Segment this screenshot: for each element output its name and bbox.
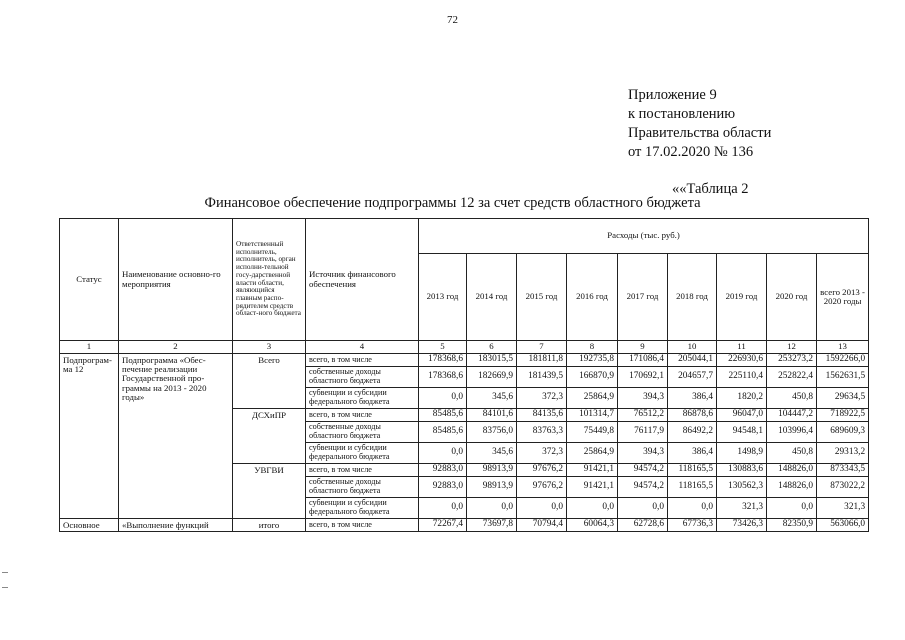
value-cell: 394,3: [618, 388, 668, 409]
value-cell: 84135,6: [517, 409, 567, 422]
value-cell: 86492,2: [668, 422, 717, 443]
value-cell: 97676,2: [517, 464, 567, 477]
header-year: 2020 год: [767, 254, 817, 341]
table-row: [60, 519, 869, 532]
value-cell: 1562631,5: [817, 367, 869, 388]
value-cell: 372,3: [517, 443, 567, 464]
value-cell: 29634,5: [817, 388, 869, 409]
table-row: [60, 354, 869, 367]
value-cell: 0,0: [419, 388, 467, 409]
value-cell: 1592266,0: [817, 354, 869, 367]
value-cell: 85485,6: [419, 422, 467, 443]
value-cell: 25864,9: [567, 443, 618, 464]
column-number: 12: [767, 341, 817, 354]
source-cell: собственные доходы областного бюджета: [306, 477, 419, 498]
column-number: 9: [618, 341, 668, 354]
source-cell: всего, в том числе: [306, 519, 419, 532]
value-cell: 94574,2: [618, 477, 668, 498]
value-cell: 94548,1: [717, 422, 767, 443]
column-number: 10: [668, 341, 717, 354]
value-cell: 25864,9: [567, 388, 618, 409]
value-cell: 97676,2: [517, 477, 567, 498]
value-cell: 84101,6: [467, 409, 517, 422]
value-cell: 0,0: [419, 443, 467, 464]
column-number: 1: [60, 341, 119, 354]
measure-name-cell: Подпрограмма «Обес-печение реализации Государственной про-граммы на 2013 - 2020 годы»: [119, 354, 233, 519]
value-cell: 96047,0: [717, 409, 767, 422]
value-cell: 345,6: [467, 388, 517, 409]
source-cell: всего, в том числе: [306, 464, 419, 477]
executor-cell: ДСХиПР: [233, 409, 306, 464]
header-year: 2018 год: [668, 254, 717, 341]
value-cell: 130883,6: [717, 464, 767, 477]
value-cell: 94574,2: [618, 464, 668, 477]
value-cell: 0,0: [517, 498, 567, 519]
value-cell: 86878,6: [668, 409, 717, 422]
value-cell: 394,3: [618, 443, 668, 464]
source-cell: всего, в том числе: [306, 354, 419, 367]
value-cell: 0,0: [767, 498, 817, 519]
header-year: 2014 год: [467, 254, 517, 341]
value-cell: 225110,4: [717, 367, 767, 388]
value-cell: 91421,1: [567, 477, 618, 498]
header-year: 2013 год: [419, 254, 467, 341]
source-cell: собственные доходы областного бюджета: [306, 367, 419, 388]
header-source: Источник финансового обеспечения: [306, 219, 419, 341]
value-cell: 76117,9: [618, 422, 668, 443]
source-cell: субвенции и субсидии федерального бюджета: [306, 388, 419, 409]
value-cell: 178368,6: [419, 367, 467, 388]
appendix-line: от 17.02.2020 № 136: [628, 144, 754, 160]
value-cell: 148826,0: [767, 477, 817, 498]
appendix-line: к постановлению: [628, 106, 736, 122]
measure-name-cell: «Выполнение функций: [119, 519, 233, 532]
value-cell: 0,0: [419, 498, 467, 519]
appendix-line: Правительства области: [628, 125, 772, 141]
value-cell: 0,0: [467, 498, 517, 519]
value-cell: 1820,2: [717, 388, 767, 409]
value-cell: 0,0: [618, 498, 668, 519]
value-cell: 118165,5: [668, 464, 717, 477]
column-number: 3: [233, 341, 306, 354]
value-cell: 60064,3: [567, 519, 618, 532]
source-cell: субвенции и субсидии федерального бюджета: [306, 443, 419, 464]
column-number: 8: [567, 341, 618, 354]
executor-cell: УВГВИ: [233, 464, 306, 519]
value-cell: 29313,2: [817, 443, 869, 464]
column-number: 11: [717, 341, 767, 354]
value-cell: 148826,0: [767, 464, 817, 477]
value-cell: 183015,5: [467, 354, 517, 367]
value-cell: 0,0: [567, 498, 618, 519]
source-cell: всего, в том числе: [306, 409, 419, 422]
column-number: 4: [306, 341, 419, 354]
value-cell: 130562,3: [717, 477, 767, 498]
value-cell: 386,4: [668, 388, 717, 409]
value-cell: 118165,5: [668, 477, 717, 498]
value-cell: 321,3: [717, 498, 767, 519]
status-cell: Основное: [60, 519, 119, 532]
executor-cell: Всего: [233, 354, 306, 409]
value-cell: 253273,2: [767, 354, 817, 367]
value-cell: 170692,1: [618, 367, 668, 388]
value-cell: 372,3: [517, 388, 567, 409]
value-cell: 178368,6: [419, 354, 467, 367]
value-cell: 226930,6: [717, 354, 767, 367]
value-cell: 83763,3: [517, 422, 567, 443]
value-cell: 181811,8: [517, 354, 567, 367]
header-expenses: Расходы (тыс. руб.): [419, 219, 869, 254]
value-cell: 101314,7: [567, 409, 618, 422]
value-cell: 171086,4: [618, 354, 668, 367]
appendix-note: [628, 86, 771, 162]
header-status: Статус: [60, 219, 119, 341]
column-number: 2: [119, 341, 233, 354]
value-cell: 0,0: [668, 498, 717, 519]
value-cell: 386,4: [668, 443, 717, 464]
value-cell: 450,8: [767, 443, 817, 464]
value-cell: 73697,8: [467, 519, 517, 532]
column-number: 13: [817, 341, 869, 354]
margin-mark: [2, 587, 8, 588]
value-cell: 103996,4: [767, 422, 817, 443]
status-cell: Подпрограм-ма 12: [60, 354, 119, 519]
header-year: всего 2013 - 2020 годы: [817, 254, 869, 341]
value-cell: 873343,5: [817, 464, 869, 477]
value-cell: 166870,9: [567, 367, 618, 388]
value-cell: 205044,1: [668, 354, 717, 367]
value-cell: 73426,3: [717, 519, 767, 532]
table-label: ««Таблица 2: [672, 181, 749, 197]
value-cell: 689609,3: [817, 422, 869, 443]
value-cell: 76512,2: [618, 409, 668, 422]
value-cell: 82350,9: [767, 519, 817, 532]
header-year: 2019 год: [717, 254, 767, 341]
value-cell: 70794,4: [517, 519, 567, 532]
header-name: Наименование основно-го мероприятия: [119, 219, 233, 341]
header-year: 2016 год: [567, 254, 618, 341]
value-cell: 91421,1: [567, 464, 618, 477]
value-cell: 83756,0: [467, 422, 517, 443]
value-cell: 182669,9: [467, 367, 517, 388]
value-cell: 252822,4: [767, 367, 817, 388]
value-cell: 67736,3: [668, 519, 717, 532]
value-cell: 75449,8: [567, 422, 618, 443]
value-cell: 204657,7: [668, 367, 717, 388]
column-number: 5: [419, 341, 467, 354]
column-number: 6: [467, 341, 517, 354]
value-cell: 98913,9: [467, 464, 517, 477]
value-cell: 92883,0: [419, 464, 467, 477]
appendix-line: Приложение 9: [628, 87, 717, 103]
value-cell: 85485,6: [419, 409, 467, 422]
value-cell: 104447,2: [767, 409, 817, 422]
source-cell: субвенции и субсидии федерального бюджета: [306, 498, 419, 519]
margin-mark: [2, 572, 8, 573]
executor-cell: итого: [233, 519, 306, 532]
value-cell: 181439,5: [517, 367, 567, 388]
value-cell: 62728,6: [618, 519, 668, 532]
value-cell: 321,3: [817, 498, 869, 519]
header-responsible: Ответственный исполнитель, исполнитель, орган исполни-тельной госу-дарственной власти области, являющийся главным распо-рядителем средств област-ного бюджета: [233, 219, 306, 341]
value-cell: 873022,2: [817, 477, 869, 498]
value-cell: 450,8: [767, 388, 817, 409]
value-cell: 72267,4: [419, 519, 467, 532]
column-number: 7: [517, 341, 567, 354]
value-cell: 192735,8: [567, 354, 618, 367]
value-cell: 98913,9: [467, 477, 517, 498]
value-cell: 92883,0: [419, 477, 467, 498]
header-year: 2015 год: [517, 254, 567, 341]
header-year: 2017 год: [618, 254, 668, 341]
source-cell: собственные доходы областного бюджета: [306, 422, 419, 443]
financing-table: [59, 218, 869, 532]
value-cell: 718922,5: [817, 409, 869, 422]
value-cell: 345,6: [467, 443, 517, 464]
document-title: Финансовое обеспечение подпрограммы 12 за счет средств областного бюджета: [204, 195, 701, 211]
value-cell: 563066,0: [817, 519, 869, 532]
value-cell: 1498,9: [717, 443, 767, 464]
page-number: 72: [447, 14, 458, 26]
